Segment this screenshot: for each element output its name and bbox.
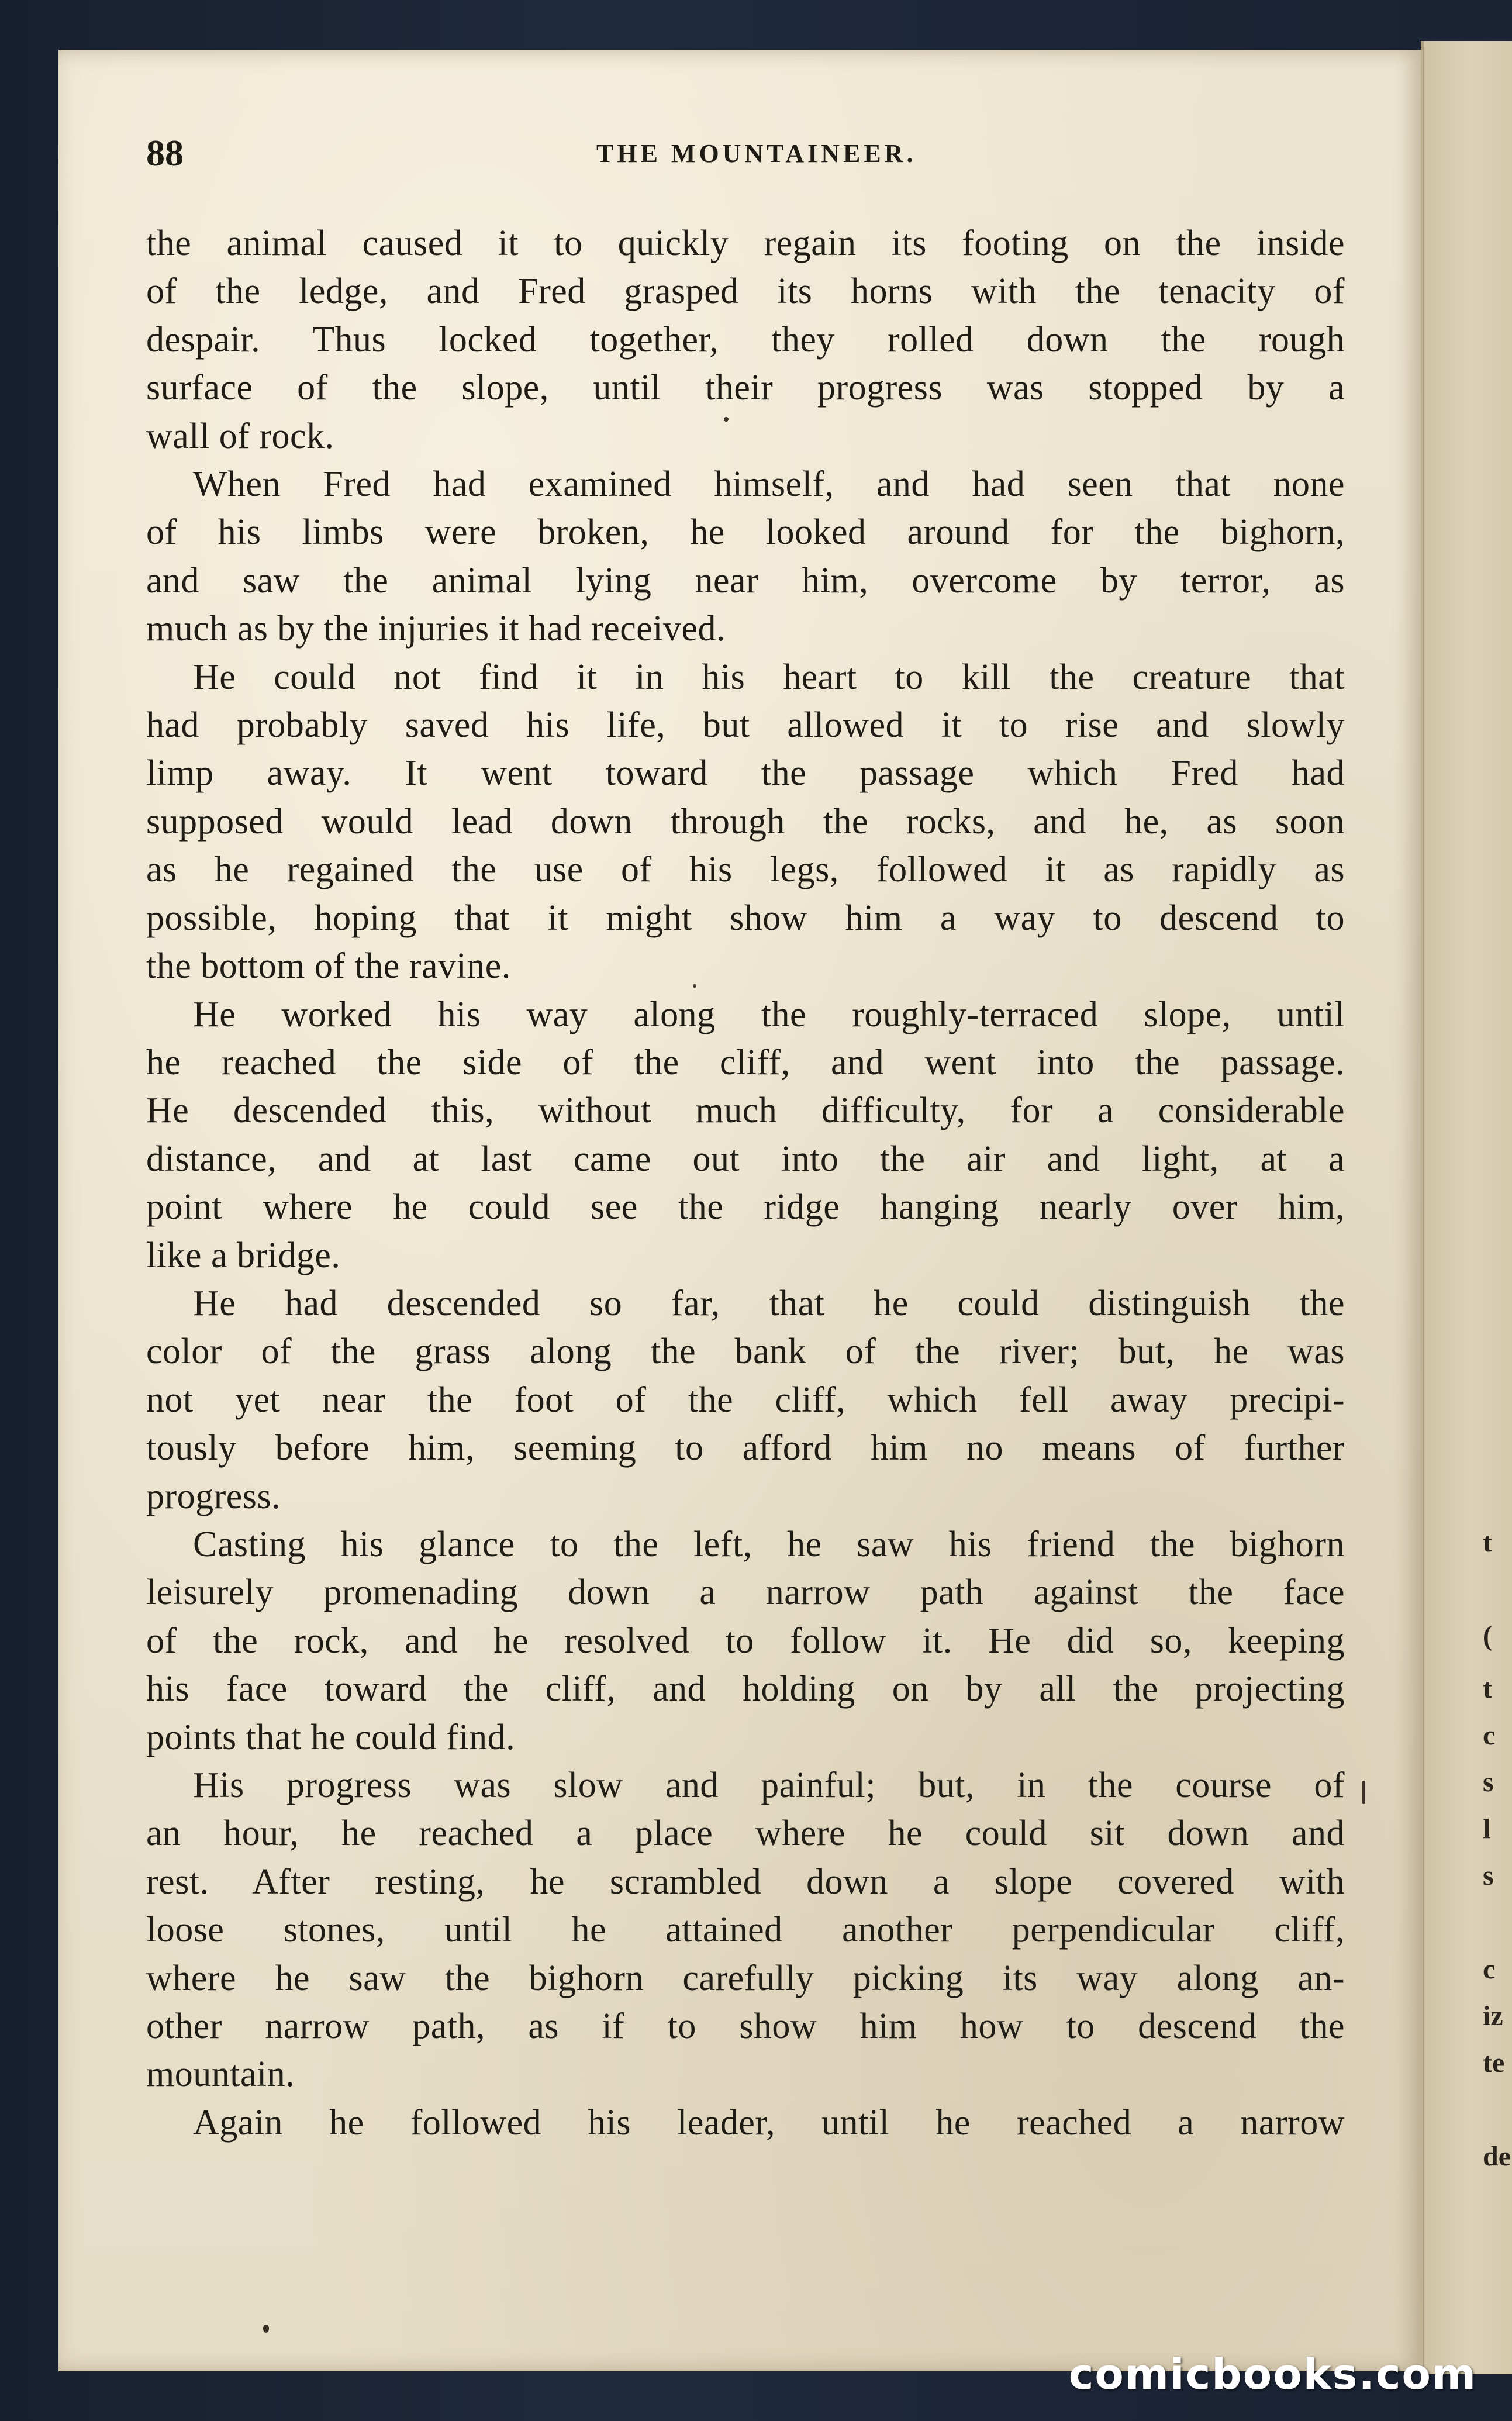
adjacent-page-fragment: s — [1483, 1767, 1494, 1798]
text-line: despair. Thus locked together, they rolled down the rough — [146, 319, 1345, 360]
adjacent-page-fragment: c — [1483, 1954, 1496, 1985]
text-line: other narrow path, as if to show him how to descend the — [146, 2006, 1345, 2047]
text-line: he reached the side of the cliff, and went into the passage. — [146, 1042, 1345, 1082]
paragraph — [146, 653, 1345, 991]
adjacent-page-fragment: iz — [1483, 2001, 1503, 2032]
text-line: of the ledge, and Fred grasped its horns with the tenacity of — [146, 271, 1345, 312]
text-line: much as by the injuries it had received. — [146, 609, 726, 649]
adjacent-page-edge — [1421, 41, 1512, 2374]
text-line: and saw the animal lying near him, overcome by terror, as — [146, 560, 1345, 601]
paragraph — [146, 1520, 1345, 1761]
adjacent-page-fragment: de — [1483, 2141, 1511, 2172]
paragraph — [146, 460, 1345, 653]
text-line: his face toward the cliff, and holding on by all the projecting — [146, 1669, 1345, 1709]
text-line: of his limbs were broken, he looked around for the bighorn, — [146, 512, 1345, 553]
text-line: distance, and at last came out into the air and light, at a — [146, 1139, 1345, 1179]
text-line: points that he could find. — [146, 1717, 516, 1757]
text-line: surface of the slope, until their progress was stopped by a — [146, 368, 1345, 408]
paper-speck — [263, 2325, 269, 2333]
adjacent-page-fragment: ( — [1483, 1620, 1492, 1651]
text-line: possible, hoping that it might show him a way to descend to — [146, 898, 1345, 938]
text-line: of the rock, and he resolved to follow it. He did so, keeping — [146, 1620, 1345, 1661]
text-line: had probably saved his life, but allowed it to rise and slowly — [146, 705, 1345, 746]
text-line: the bottom of the ravine. — [146, 946, 511, 987]
text-line: wall of rock. — [146, 416, 334, 456]
running-head — [146, 132, 1345, 178]
text-line: supposed would lead down through the rocks, and he, as soon — [146, 801, 1345, 842]
text-line: Casting his glance to the left, he saw his friend the bighorn — [193, 1524, 1345, 1564]
watermark: comicbooks.com — [1068, 2350, 1477, 2399]
text-line: where he saw the bighorn carefully picking its way along an- — [146, 1958, 1345, 1998]
text-line: color of the grass along the bank of the river; but, he was — [146, 1332, 1345, 1372]
paragraph — [146, 1280, 1345, 1520]
text-line: He worked his way along the roughly-terraced slope, until — [193, 994, 1345, 1034]
text-line: progress. — [146, 1476, 281, 1516]
text-line: an hour, he reached a place where he could sit down and — [146, 1813, 1345, 1854]
paragraph — [146, 991, 1345, 1280]
page-number: 88 — [146, 132, 184, 174]
text-line: the animal caused it to quickly regain its footing on the inside — [146, 223, 1345, 263]
text-line: He could not find it in his heart to kill the creature that — [193, 657, 1345, 697]
text-line: His progress was slow and painful; but, in the course of — [193, 1765, 1345, 1805]
text-line: not yet near the foot of the cliff, which fell away precipi- — [146, 1380, 1345, 1420]
page-body-text — [146, 219, 1345, 2147]
paper-speck — [1362, 1781, 1365, 1804]
adjacent-page-fragment: l — [1483, 1813, 1491, 1844]
text-line: rest. After resting, he scrambled down a slope covered with — [146, 1861, 1345, 1902]
adjacent-page-fragment: t — [1483, 1527, 1492, 1558]
paragraph — [146, 2099, 1345, 2147]
adjacent-page-fragment: c — [1483, 1720, 1496, 1751]
text-line: Again he followed his leader, until he reached a narrow — [193, 2102, 1345, 2143]
adjacent-page-fragment: t — [1483, 1673, 1492, 1704]
text-line: tously before him, seeming to afford him no means of further — [146, 1428, 1345, 1468]
text-line: point where he could see the ridge hanging nearly over him, — [146, 1187, 1345, 1227]
text-line: When Fred had examined himself, and had seen that none — [193, 464, 1345, 505]
paragraph — [146, 1761, 1345, 2099]
text-line: loose stones, until he attained another perpendicular cliff, — [146, 1910, 1345, 1950]
text-line: He had descended so far, that he could distinguish the — [193, 1283, 1345, 1323]
paragraph — [146, 219, 1345, 460]
text-line: limp away. It went toward the passage which Fred had — [146, 753, 1345, 794]
adjacent-page-fragment: s — [1483, 1860, 1494, 1891]
text-line: as he regained the use of his legs, followed it as rapidly as — [146, 850, 1345, 890]
text-line: like a bridge. — [146, 1235, 341, 1275]
running-title: THE MOUNTAINEER. — [596, 139, 917, 168]
adjacent-page-fragment: te — [1483, 2047, 1505, 2078]
text-line: leisurely promenading down a narrow path against the face — [146, 1572, 1345, 1613]
text-line: mountain. — [146, 2054, 295, 2095]
text-line: He descended this, without much difficulty, for a considerable — [146, 1091, 1345, 1131]
